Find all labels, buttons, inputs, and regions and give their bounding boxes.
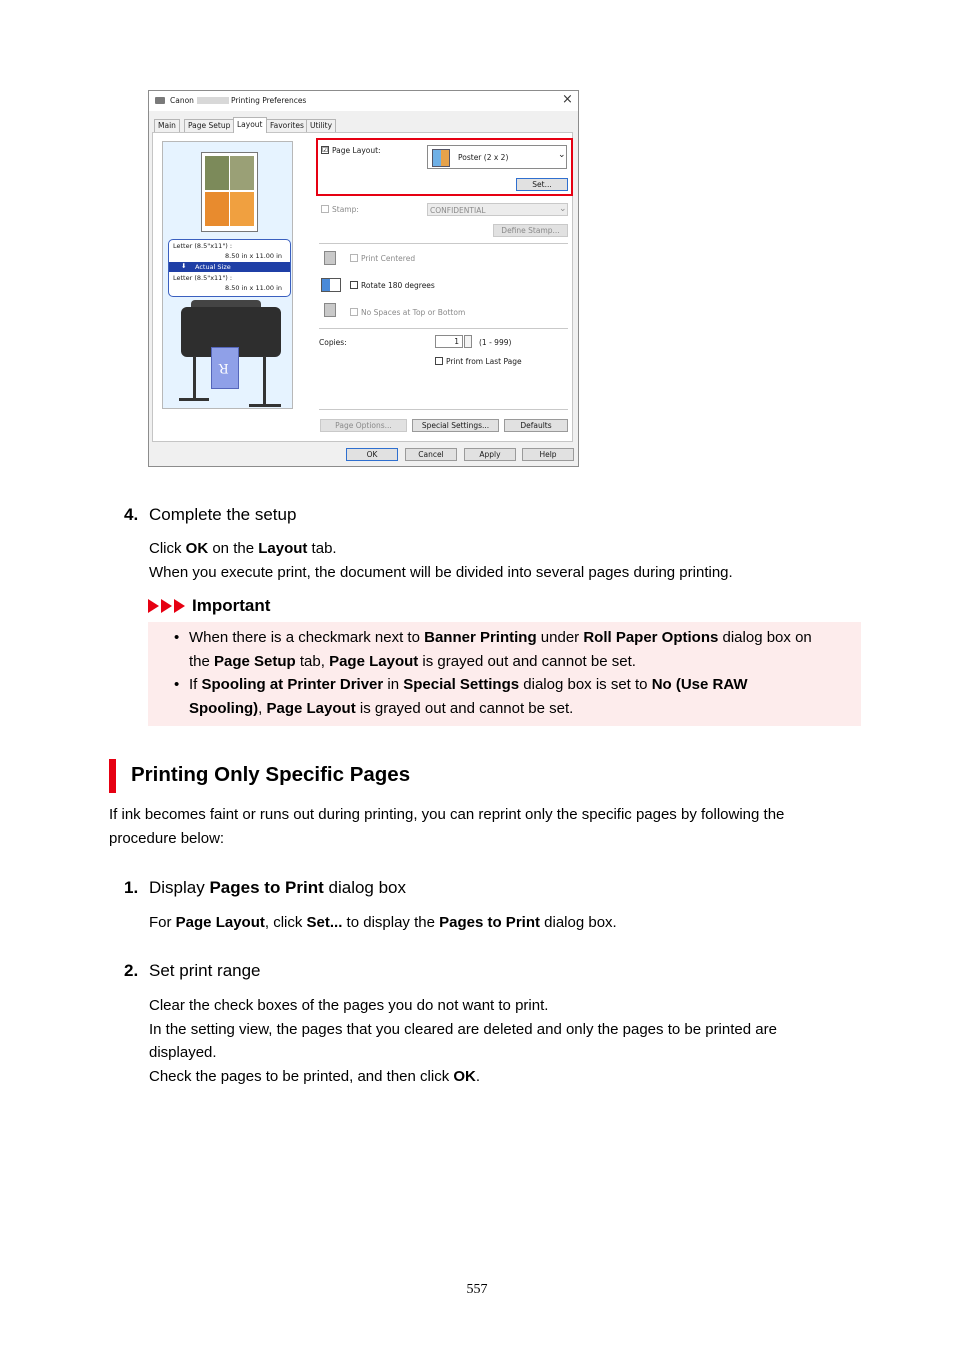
line: Clear the check boxes of the pages you do not want to print. <box>149 997 549 1014</box>
line <box>189 697 748 721</box>
text: is grayed out and cannot be set. <box>355 699 574 717</box>
print-centered-checkbox[interactable] <box>350 254 358 262</box>
tab-layout[interactable]: Layout <box>233 117 267 133</box>
term: Page Layout <box>175 914 265 931</box>
term: Spooling at Printer Driver <box>201 676 384 693</box>
term: Special Settings <box>403 676 520 693</box>
redacted-model-name <box>197 97 229 104</box>
text: is grayed out and cannot be set. <box>418 652 636 670</box>
page-number: 557 <box>466 1282 488 1297</box>
line: procedure below: <box>109 829 225 847</box>
term: Page Layout <box>266 699 356 717</box>
important-box <box>148 622 861 726</box>
text: dialog box on <box>718 629 812 646</box>
page-options-button[interactable]: Page Options... <box>320 419 407 432</box>
step-number: 4. <box>124 505 139 524</box>
step-title: Complete the setup <box>149 505 297 524</box>
printing-preferences-dialog <box>148 90 579 467</box>
term: Roll Paper Options <box>583 629 719 646</box>
down-arrow-icon: ⬇ <box>181 262 187 270</box>
page-layout-select[interactable] <box>427 145 567 169</box>
line <box>189 650 812 674</box>
layout-term: Layout <box>258 540 308 557</box>
copies-label: Copies: <box>319 338 347 347</box>
step-1-body <box>149 911 617 935</box>
rotate-180-label: Rotate 180 degrees <box>361 281 435 290</box>
text: . <box>475 1067 481 1085</box>
line: In the setting view, the pages that you cleared are deleted and only the pages to be printed are <box>149 1020 777 1038</box>
section-accent-bar <box>109 759 116 793</box>
tab-favorites[interactable]: Favorites <box>266 119 308 132</box>
text: Check the pages to be printed, and then click <box>149 1067 454 1085</box>
layout-preview <box>162 141 293 409</box>
rotate-icon <box>321 278 341 292</box>
poster-tile-4 <box>230 192 254 226</box>
paper-label-2: Letter (8.5"x11") : <box>173 274 233 282</box>
separator <box>319 328 568 329</box>
defaults-button[interactable]: Defaults <box>504 419 568 432</box>
tab-page-setup[interactable]: Page Setup <box>184 119 234 132</box>
term: Pages to Print <box>439 914 540 931</box>
chevron-down-icon: ⌄ <box>558 150 566 160</box>
text: dialog box <box>323 878 407 897</box>
separator <box>319 409 568 410</box>
text: tab. <box>307 540 337 557</box>
text: If <box>189 676 202 693</box>
text: Click <box>149 540 186 557</box>
important-label: Important <box>192 596 271 615</box>
print-from-last-label: Print from Last Page <box>446 357 522 366</box>
paper-size-info <box>168 239 291 297</box>
line <box>189 673 748 697</box>
text: dialog box. <box>539 914 617 931</box>
copies-spinner[interactable] <box>464 335 472 348</box>
dialog-titlebar <box>149 91 578 111</box>
text: under <box>536 629 584 646</box>
actual-size-label: Actual Size <box>195 263 231 271</box>
rotate-180-checkbox[interactable] <box>350 281 358 289</box>
no-spaces-icon <box>324 303 336 317</box>
printer-icon <box>155 97 165 104</box>
printer-foot <box>249 404 281 407</box>
dialog-title-suffix: Printing Preferences <box>231 96 307 105</box>
term: Page Setup <box>214 652 296 670</box>
poster-tile-2 <box>230 156 254 190</box>
page-layout-checkbox[interactable]: ☑ <box>322 146 329 154</box>
text: For <box>149 914 176 931</box>
line: displayed. <box>149 1044 217 1061</box>
copies-range: (1 - 999) <box>479 338 512 347</box>
poster-layout-icon <box>432 149 450 167</box>
step-1-heading <box>124 878 407 898</box>
line <box>189 626 812 650</box>
special-settings-button[interactable]: Special Settings... <box>412 419 499 432</box>
print-from-last-checkbox[interactable] <box>435 357 443 365</box>
step-2-body <box>149 994 777 1088</box>
line <box>149 1065 777 1089</box>
text: , <box>258 699 267 717</box>
step-number: 1. <box>124 878 139 897</box>
bullet: • <box>174 629 180 646</box>
dialog-title-prefix: Canon <box>170 96 194 105</box>
text: dialog box is set to <box>519 676 652 693</box>
term: Spooling) <box>189 699 259 717</box>
term: Set... <box>306 914 343 931</box>
no-spaces-checkbox[interactable] <box>350 308 358 316</box>
term: Page Layout <box>329 652 419 670</box>
important-item-1 <box>189 626 812 673</box>
text: , click <box>264 914 307 931</box>
section-intro <box>109 803 784 850</box>
cancel-button[interactable]: Cancel <box>405 448 457 461</box>
actual-size-bar <box>169 262 290 272</box>
step-2-heading <box>124 961 261 981</box>
paper-size-1: 8.50 in x 11.00 in <box>225 252 283 260</box>
chevron-icon <box>161 599 172 613</box>
stamp-label: Stamp: <box>332 205 359 214</box>
no-spaces-label: No Spaces at Top or Bottom <box>361 308 466 317</box>
stamp-value: CONFIDENTIAL <box>430 206 486 215</box>
term: OK <box>453 1067 476 1085</box>
step-4-line-2: When you execute print, the document will be divided into several pages during printing. <box>149 563 733 581</box>
text: the <box>189 652 215 670</box>
step-number: 2. <box>124 961 139 980</box>
apply-button[interactable]: Apply <box>464 448 516 461</box>
help-button[interactable]: Help <box>522 448 574 461</box>
tab-main[interactable]: Main <box>154 119 180 132</box>
step-title <box>149 878 406 898</box>
poster-tile-3 <box>205 192 229 226</box>
page-layout-value: Poster (2 x 2) <box>458 153 509 162</box>
text: Display <box>149 878 210 897</box>
page-layout-label: Page Layout: <box>332 146 381 155</box>
layout-panel <box>152 132 573 442</box>
chevron-icon <box>148 599 159 613</box>
text: When there is a checkmark next to <box>189 629 425 646</box>
section-heading: Printing Only Specific Pages <box>131 763 411 786</box>
step-4-heading <box>124 505 297 525</box>
text: to display the <box>342 914 440 931</box>
important-item-2 <box>189 673 748 720</box>
poster-tile-1 <box>205 156 229 190</box>
line: If ink becomes faint or runs out during printing, you can reprint only the specific pages by following the <box>109 806 785 823</box>
print-centered-icon <box>324 251 336 265</box>
printer-leg <box>263 356 266 406</box>
term: No (Use RAW <box>651 676 748 693</box>
separator <box>319 243 568 244</box>
tab-utility[interactable]: Utility <box>306 119 336 132</box>
stamp-select[interactable] <box>427 203 568 216</box>
printer-leg <box>193 356 196 400</box>
paper-glyph: R <box>219 360 229 375</box>
ok-term: OK <box>185 540 209 557</box>
stamp-checkbox[interactable] <box>321 205 329 213</box>
step-4-line-1 <box>149 537 733 561</box>
define-stamp-button[interactable]: Define Stamp... <box>493 224 568 237</box>
copies-input[interactable]: 1 <box>435 335 463 348</box>
paper-label-1: Letter (8.5"x11") : <box>173 242 233 250</box>
paper-size-2: 8.50 in x 11.00 in <box>225 284 283 292</box>
chevron-icon <box>174 599 185 613</box>
poster-preview-sheet <box>201 152 258 232</box>
term: Banner Printing <box>424 629 537 646</box>
printer-foot <box>179 398 209 401</box>
set-button[interactable]: Set... <box>516 178 568 191</box>
text: in <box>383 676 404 693</box>
ok-button[interactable]: OK <box>346 448 398 461</box>
chevron-down-icon: ⌄ <box>559 204 567 214</box>
text: tab, <box>295 652 330 670</box>
print-centered-label: Print Centered <box>361 254 416 263</box>
close-icon[interactable]: × <box>562 92 573 107</box>
printer-paper-output <box>211 347 239 389</box>
text: on the <box>208 540 259 557</box>
term: Pages to Print <box>209 878 324 897</box>
step-title: Set print range <box>149 961 261 980</box>
bullet: • <box>174 676 180 693</box>
step-4-body <box>149 537 733 584</box>
